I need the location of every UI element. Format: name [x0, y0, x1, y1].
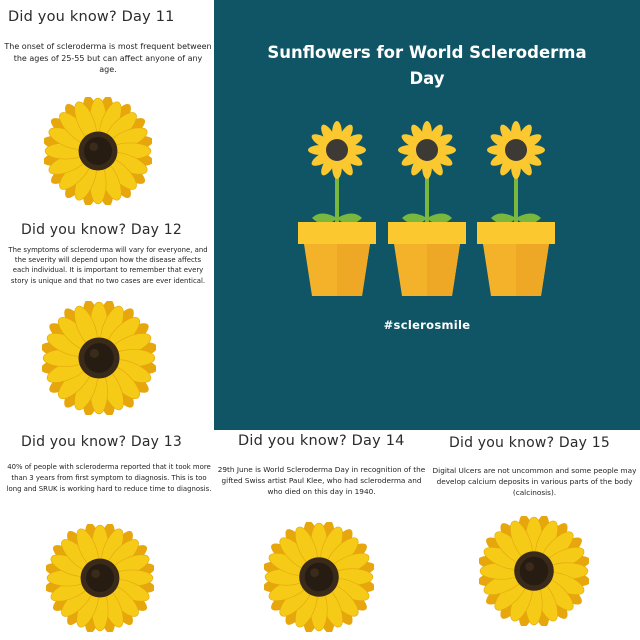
- fact-card-day-15: [427, 430, 640, 640]
- sunflower-icon: [46, 524, 154, 632]
- fact-title: Did you know? Day 15: [449, 435, 610, 451]
- fact-text: 40% of people with scleroderma reported that it took more than 3 years from first symptom to diagnosis. This is too long and SRUK is working hard to reduce time to diagnosis.: [6, 463, 212, 493]
- fact-card-day-13: [0, 430, 214, 640]
- fact-title: Did you know? Day 11: [8, 9, 175, 25]
- fact-text: The symptoms of scleroderma will vary for everyone, and the severity will depend upon how the disease affects each individual. It is important to remember that every story is unique and that no two cases are ever identical.: [8, 246, 208, 285]
- sunflower-icon: [44, 97, 152, 205]
- fact-title: Did you know? Day 13: [21, 434, 182, 450]
- fact-card-day-11: [0, 0, 214, 215]
- fact-title: Did you know? Day 12: [21, 222, 182, 238]
- hashtag: #sclerosmile: [383, 318, 471, 332]
- fact-card-day-12: [0, 215, 214, 430]
- potted-sunflower-icon: [298, 118, 376, 296]
- poster-panel: [214, 0, 640, 430]
- fact-text: The onset of scleroderma is most frequent between the ages of 25-55 but can affect anyone of any age.: [4, 42, 212, 74]
- sunflower-icon: [479, 516, 589, 626]
- sunflower-icon: [264, 522, 374, 632]
- potted-sunflower-icon: [388, 118, 466, 296]
- potted-sunflower-icon: [477, 118, 555, 296]
- fact-card-day-14: [214, 430, 427, 640]
- fact-text: 29th June is World Scleroderma Day in recognition of the gifted Swiss artist Paul Klee, who had scleroderma and who died on this day in 1940.: [217, 465, 426, 496]
- sunflower-icon: [42, 301, 156, 415]
- fact-text: Digital Ulcers are not uncommon and some people may develop calcium deposits in various parts of the body (calcinosis).: [432, 466, 637, 497]
- fact-title: Did you know? Day 14: [238, 433, 405, 449]
- poster-title: Sunflowers for World Scleroderma Day: [267, 43, 587, 88]
